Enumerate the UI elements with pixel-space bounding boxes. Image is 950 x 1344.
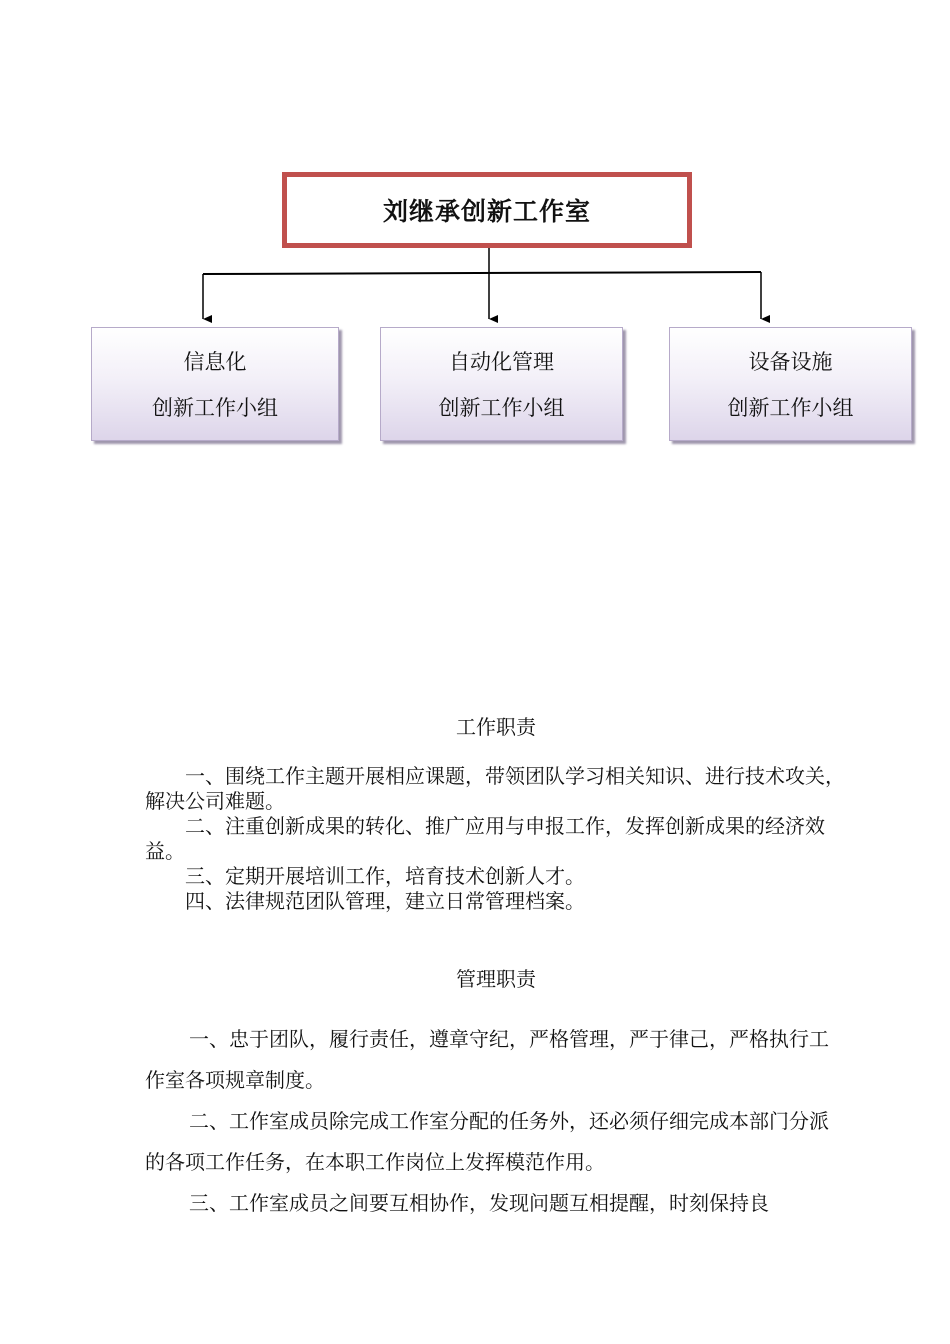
work-duty-item: 一、围绕工作主题开展相应课题，带领团队学习相关知识、进行技术攻关，解决公司难题。: [145, 764, 845, 813]
work-duties-heading: 工作职责: [456, 715, 536, 739]
group-subtitle: 创新工作小组: [152, 396, 278, 420]
group-box-information: [91, 327, 339, 441]
group-name: 设备设施: [748, 350, 833, 374]
management-duties-heading: 管理职责: [456, 967, 536, 991]
group-subtitle: 创新工作小组: [438, 396, 565, 420]
group-box-equipment: [669, 327, 912, 441]
org-root-box: [282, 172, 692, 248]
group-subtitle: 创新工作小组: [727, 396, 854, 420]
work-duty-item: 三、定期开展培训工作，培育技术创新人才。: [185, 864, 585, 888]
horizontal-connector: [203, 272, 761, 274]
work-duty-item: 二、注重创新成果的转化、推广应用与申报工作，发挥创新成果的经济效益。: [145, 814, 825, 863]
management-duties-list: [145, 1019, 845, 1224]
management-duty-item: 二、工作室成员除完成工作室分配的任务外，还必须仔细完成本部门分派的各项工作任务，在本职工作岗位上发挥模范作用。: [145, 1109, 829, 1174]
group-box-automation: [380, 327, 623, 441]
org-root-title: 刘继承创新工作室: [382, 197, 591, 226]
work-duties-list: [145, 764, 845, 914]
group-name: 自动化管理: [449, 350, 554, 374]
management-duty-item: 一、忠于团队，履行责任，遵章守纪，严格管理，严于律己，严格执行工作室各项规章制度。: [145, 1027, 829, 1092]
management-duty-item: 三、工作室成员之间要互相协作，发现问题互相提醒，时刻保持良: [189, 1191, 769, 1215]
work-duty-item: 四、法律规范团队管理，建立日常管理档案。: [185, 889, 585, 913]
group-name: 信息化: [183, 350, 247, 374]
